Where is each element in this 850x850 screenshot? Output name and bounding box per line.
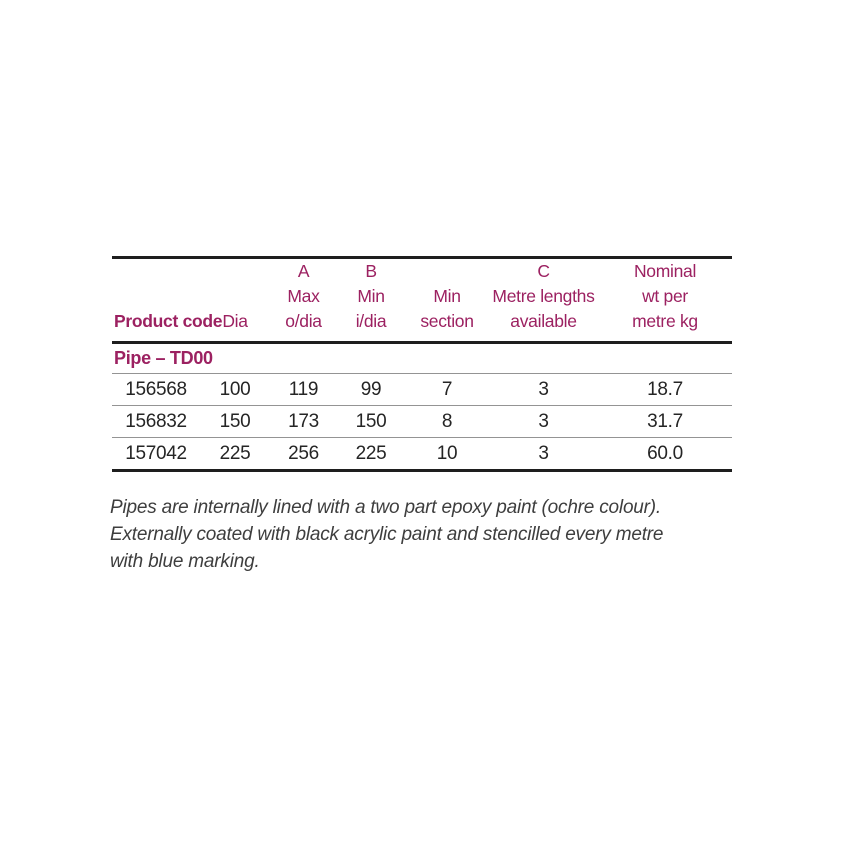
cell-product-code: 156832 (112, 406, 200, 438)
cell-metre-lengths: 3 (538, 442, 549, 464)
column-header-min-section: Min section (405, 258, 489, 343)
table-header (112, 258, 732, 343)
cell-nominal-wt: 18.7 (598, 374, 732, 406)
footnote-line: Pipes are internally lined with a two part epoxy paint (ochre colour). (110, 497, 662, 518)
table-row (112, 406, 732, 438)
cell-max-odia: 119 (270, 374, 337, 406)
cell-min-idia: 99 (337, 374, 405, 406)
table-section-row (112, 343, 732, 374)
cell-max-odia: 173 (270, 406, 337, 438)
cell-dia: 150 (200, 406, 270, 438)
table-row (112, 438, 732, 471)
cell-max-odia: 256 (288, 442, 319, 464)
footnote (110, 494, 663, 575)
footnote-line: with blue marking. (110, 551, 260, 572)
column-header-product-code: Product code (112, 258, 200, 343)
cell-metre-lengths: 3 (489, 374, 598, 406)
header-row (112, 258, 732, 343)
cell-product-code: 157042 (125, 442, 187, 464)
cell-nominal-wt: 60.0 (647, 442, 683, 464)
column-header-dia: Dia (200, 258, 270, 343)
column-header-b-min-idia: B Min i/dia (337, 258, 405, 343)
section-label: Pipe – TD00 (112, 343, 732, 374)
footnote-line: Externally coated with black acrylic paint and stencilled every metre (110, 524, 664, 545)
cell-nominal-wt: 31.7 (598, 406, 732, 438)
pipe-spec-table (112, 256, 732, 472)
cell-product-code: 156568 (112, 374, 200, 406)
cell-min-idia: 225 (355, 442, 387, 464)
cell-min-section: 8 (405, 406, 489, 438)
table-body (112, 343, 732, 471)
cell-min-idia: 150 (337, 406, 405, 438)
column-header-nominal-wt: Nominal wt per metre kg (598, 258, 732, 343)
table-row (112, 374, 732, 406)
cell-dia: 225 (219, 442, 251, 464)
cell-dia: 100 (200, 374, 270, 406)
cell-min-section: 10 (436, 442, 458, 464)
column-header-metre-lengths: C Metre lengths available (489, 258, 598, 343)
column-header-a-max-odia: A Max o/dia (270, 258, 337, 343)
cell-metre-lengths: 3 (489, 406, 598, 438)
cell-min-section: 7 (405, 374, 489, 406)
